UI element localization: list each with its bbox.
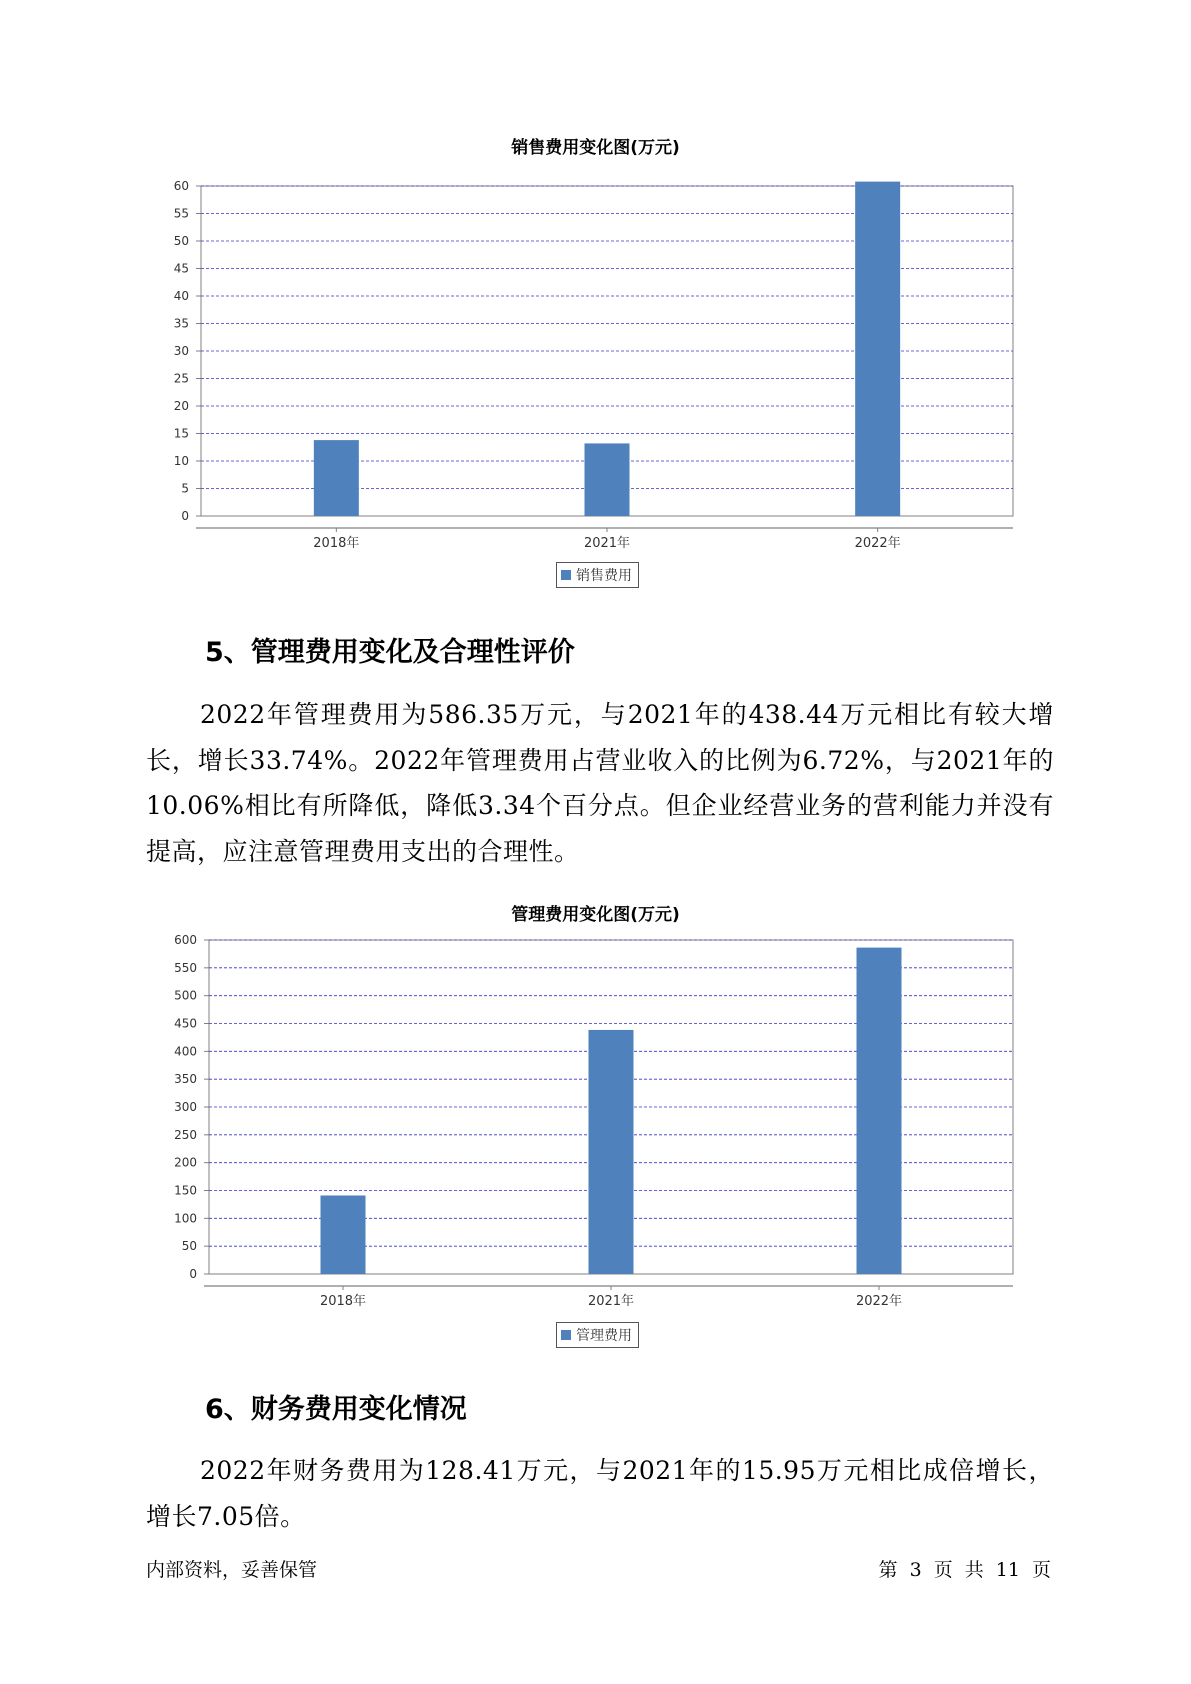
y-tick-label: 150	[174, 1183, 197, 1198]
chart2-legend-label: 管理费用	[576, 1328, 632, 1344]
y-tick-label: 35	[173, 316, 189, 331]
y-tick-label: 450	[174, 1016, 197, 1031]
x-tick-label: 2018年	[313, 536, 360, 551]
y-tick-label: 15	[173, 426, 189, 441]
section5-paragraph: 2022年管理费用为586.35万元，与2021年的438.44万元相比有较大增长，增长33.74%。2022年管理费用占营业收入的比例为6.72%，与2021年的10.06%相比有所降低，降低3.34个百分点。但企业经营业务的营利能力并没有提高，应注意管理费用支出的合理性。	[146, 700, 1054, 866]
y-tick-label: 100	[174, 1211, 197, 1226]
y-tick-label: 20	[173, 399, 189, 413]
y-tick-label: 25	[173, 371, 189, 386]
y-tick-label: 0	[189, 1267, 197, 1281]
x-tick-label: 2021年	[587, 1294, 635, 1309]
x-tick-label: 2022年	[854, 536, 901, 551]
footer-confidential: 内部资料，妥善保管	[146, 1559, 318, 1581]
y-tick-label: 55	[173, 206, 189, 221]
y-tick-label: 300	[174, 1100, 197, 1114]
y-tick-label: 5	[181, 481, 189, 496]
y-tick-label: 10	[173, 454, 189, 468]
y-tick-label: 30	[173, 344, 189, 358]
y-tick-label: 250	[174, 1127, 197, 1142]
y-tick-label: 50	[173, 234, 189, 248]
y-tick-label: 500	[174, 988, 197, 1003]
bar-2018年	[321, 1196, 366, 1274]
y-tick-label: 550	[174, 960, 197, 975]
chart1-title: 销售费用变化图(万元)	[511, 138, 680, 158]
y-tick-label: 60	[173, 179, 189, 193]
y-tick-label: 50	[181, 1239, 197, 1254]
x-tick-label: 2021年	[583, 536, 631, 551]
section6-heading: 6、财务费用变化情况	[205, 1394, 467, 1425]
legend-swatch	[561, 1330, 571, 1340]
chart2-title: 管理费用变化图(万元)	[511, 905, 680, 925]
chart2-legend	[556, 1322, 639, 1348]
x-tick-label: 2018年	[319, 1294, 367, 1309]
bar-2022年	[857, 948, 902, 1274]
y-tick-label: 200	[174, 1155, 197, 1170]
footer-page-number: 第 3 页 共 11 页	[878, 1559, 1051, 1581]
section5-heading: 5、管理费用变化及合理性评价	[205, 637, 575, 668]
y-tick-label: 40	[173, 289, 189, 303]
bar-2021年	[589, 1030, 634, 1274]
section6-paragraph: 2022年财务费用为128.41万元，与2021年的15.95万元相比成倍增长，增长7.05倍。	[146, 1456, 1054, 1531]
x-tick-label: 2022年	[855, 1294, 903, 1309]
y-tick-label: 350	[174, 1072, 197, 1087]
y-tick-label: 400	[174, 1044, 197, 1059]
y-tick-label: 600	[174, 933, 197, 947]
chart1-legend-label: 销售费用	[576, 568, 632, 584]
y-tick-label: 45	[173, 261, 189, 276]
y-tick-label: 0	[181, 509, 189, 523]
